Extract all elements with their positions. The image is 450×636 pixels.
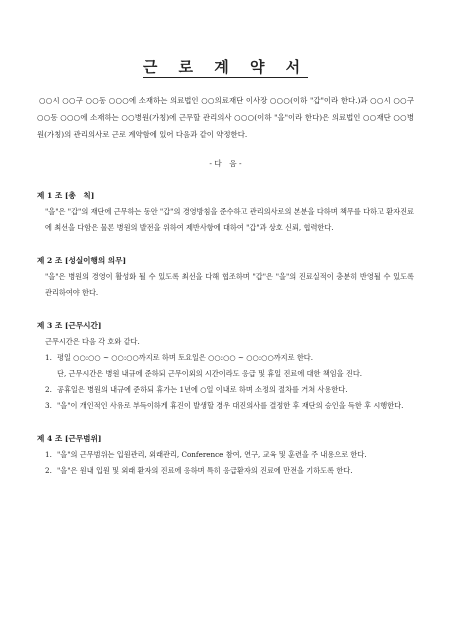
article-1-title: 제 1 조 [총 칙] <box>37 191 95 200</box>
item-text: "을"이 개인적인 사유로 부득이하게 휴진이 발생할 경우 대진의사를 결정한 후 재단의 승인을 득한 후 시행한다. <box>57 401 404 410</box>
article-4-title: 제 4 조 [근무범위] <box>37 434 102 443</box>
item-text: "을"은 원내 입원 및 외래 환자의 진료에 응하며 특히 응급환자의 진료에 만전을 기하도록 한다. <box>57 466 353 475</box>
article-3-item-1-note: 단, 근무시간은 병원 내규에 준하되 근무이외의 시간이라도 응급 및 휴일 진료에 대한 책임을 진다. <box>57 369 363 378</box>
item-number: 1. <box>45 450 52 459</box>
article-3-lead: 근무시간은 다음 각 호와 같다. <box>45 337 140 346</box>
item-number: 2. <box>45 466 52 475</box>
item-number: 1. <box>45 353 52 362</box>
article-2-body: "을"은 병원의 경영이 활성화 될 수 있도록 최선을 다해 협조하며 "갑"은 "을"의 진료실적이 충분히 반영될 수 있도록 관리하여야 한다. <box>45 272 414 297</box>
article-1-body: "을"은 "갑"의 재단에 근무하는 동안 "갑"의 경영방침을 준수하고 관리의사로의 본분을 다하며 책무를 다하고 환자진료에 최선을 다함은 물론 병원의 발전을 위하여 제반사항에 대하여 "갑"과 상호 신뢰, 협력한다. <box>45 207 414 232</box>
article-4-item-1 <box>37 447 414 463</box>
item-text: 평일 ○○:○○ ~ ○○:○○까지로 하며 토요일은 ○○:○○ ~ ○○:○○까지로 한다. <box>57 353 314 362</box>
item-number: 3. <box>45 401 52 410</box>
article-3-item-1 <box>37 350 414 366</box>
article-3-item-3 <box>37 398 414 414</box>
document-title-text: 근 로 계 약 서 <box>142 58 309 76</box>
document-title <box>37 0 414 76</box>
section-heading: - 다 음 - <box>209 159 242 168</box>
article-4-item-2 <box>37 463 414 479</box>
item-number: 2. <box>45 385 52 394</box>
item-text: "을"의 근무범위는 입원관리, 외래관리, Conference 참여, 연구, 교육 및 훈련을 주 내용으로 한다. <box>57 450 367 459</box>
intro-paragraph: ○○시 ○○구 ○○동 ○○○에 소재하는 의료법인 ○○의료재단 이사장 ○○○(이하 "갑"이라 한다.)과 ○○시 ○○구 ○○동 ○○○에 소재하는 ○○병원(가칭)에 근무할 관리의사 ○○○(이하 "을"이라 한다)은 의료법인 ○○재단 ○○병원(가칭)의 관리의사로 근로 계약함에 있어 다음과 같이 약정한다. <box>37 96 414 139</box>
article-3-title: 제 3 조 [근무시간] <box>37 321 102 330</box>
article-2-title: 제 2 조 [성실이행의 의무] <box>37 256 127 265</box>
item-text: 공휴일은 병원의 내규에 준하되 휴가는 1년에 ○일 이내로 하며 소정의 절차를 거쳐 사용한다. <box>57 385 348 394</box>
article-3-item-2 <box>37 382 414 398</box>
